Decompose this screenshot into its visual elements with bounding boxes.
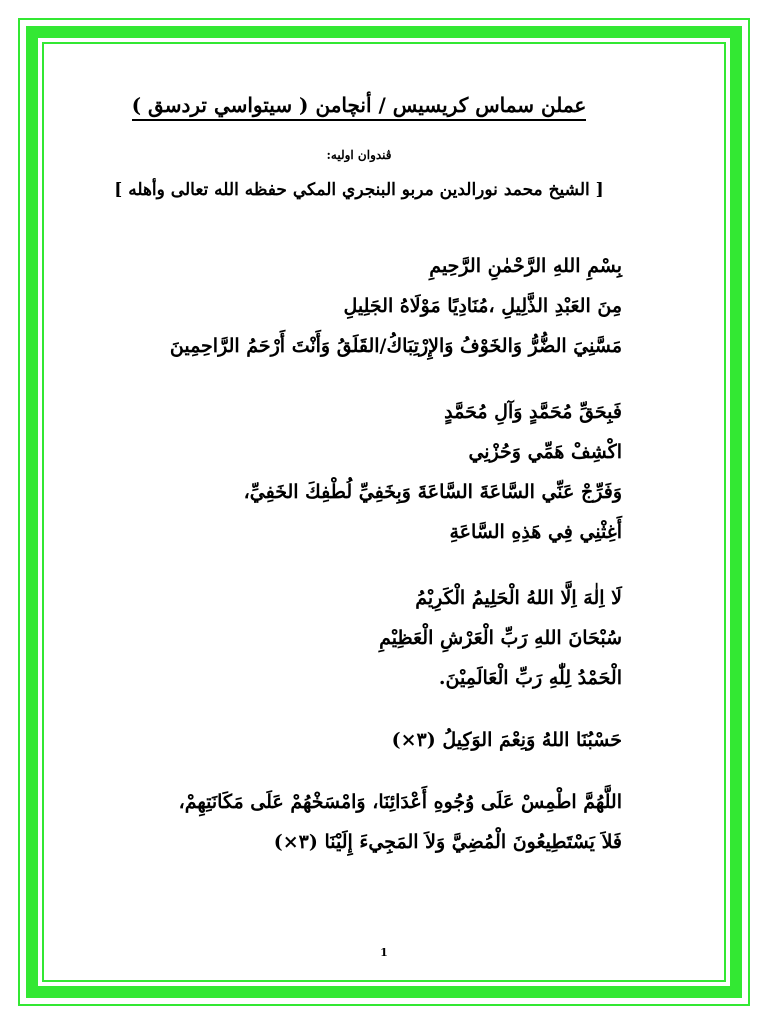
text-line: وَفَرِّجْ عَنِّي السَّاعَةَ السَّاعَةَ وَبِخَفِيِّ لُطْفِكَ الخَفِيِّ، (243, 481, 622, 503)
text-line: فَبِحَقِّ مُحَمَّدٍ وَآلِ مُحَمَّدٍ (444, 401, 622, 423)
attribution-line: [ الشيخ محمد نورالدين مربو البنجري المكي حفظه الله تعالى وأهله ] (114, 180, 604, 200)
text-line: اكْشِفْ هَمِّي وَحُزْنِي (468, 441, 622, 463)
text-line: فَلاَ يَسْتَطِيعُونَ الْمُضِيَّ وَلاَ المَجِيءَ إِلَيْنَا (٣×) (273, 831, 622, 853)
text-line: بِسْمِ اللهِ الرَّحْمٰنِ الرَّحِيمِ (429, 255, 622, 277)
text-group-2 (96, 392, 622, 552)
page-title (96, 88, 622, 122)
text-line: حَسْبُنَا اللهُ وَنِعْمَ الوَكِيلُ (٣×) (391, 729, 622, 751)
page-number: 1 (380, 946, 388, 959)
text-line: لَا اِلٰهَ اِلَّا اللهُ الْحَلِيمُ الْكَرِيْمُ (415, 587, 622, 609)
text-line: اللَّهُمَّ اطْمِسْ عَلَى وُجُوهِ أَعْدَائِنَا، وَامْسَخْهُمْ عَلَى مَكَانَتِهِمْ، (178, 791, 622, 813)
text-group-1 (96, 246, 622, 366)
text-line: أَغِثْنِي فِي هَذِهِ السَّاعَةِ (449, 521, 622, 543)
page-title-text: عملن سماس كريسيس / أنچامن ( سيتواسي تردسق ) (132, 93, 587, 121)
sub-label: ڤندوان اوليه: (326, 148, 392, 162)
text-group-3 (96, 578, 622, 698)
text-group-5 (96, 782, 622, 862)
document-content (96, 88, 622, 908)
text-line: مَسَّنِيَ الضُّرُّ وَالخَوْفُ وَالإِرْتِبَاكُ/القَلَقُ وَأَنْتَ أَرْحَمُ الرَّاحِمِينَ (169, 335, 622, 357)
text-line: الْحَمْدُ لِلّٰهِ رَبِّ الْعَالَمِيْنَ. (438, 667, 622, 689)
text-group-4 (96, 720, 622, 760)
text-line: مِنَ العَبْدِ الذَّلِيلِ ،مُنَادِيًا مَوْلَاهُ الجَلِيلِ (343, 295, 622, 317)
text-line: سُبْحَانَ اللهِ رَبِّ الْعَرْشِ الْعَظِيْمِ (379, 627, 622, 649)
